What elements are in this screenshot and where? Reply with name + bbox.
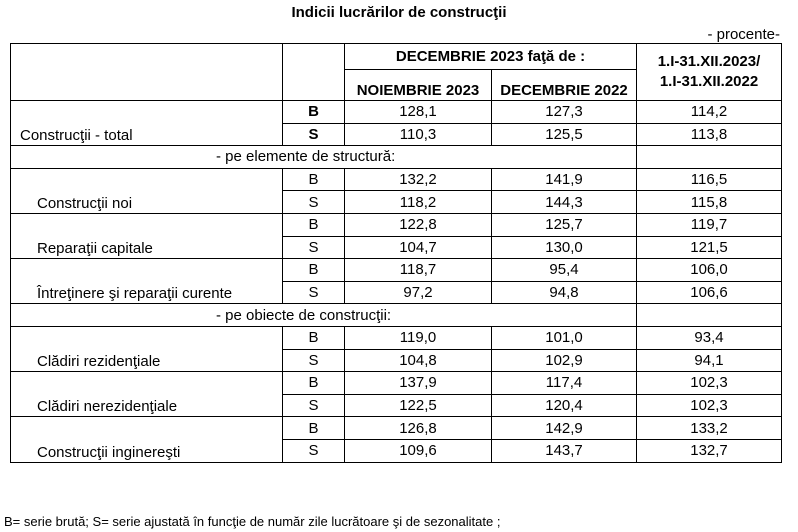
series-flag: S: [283, 394, 345, 417]
value-cell: 94,8: [492, 281, 637, 304]
header-col3-line1: 1.I-31.XII.2023/: [657, 53, 761, 70]
value-cell: 132,2: [345, 168, 492, 191]
value-cell: 118,7: [345, 259, 492, 282]
value-cell: 125,5: [492, 123, 637, 146]
series-flag: B: [283, 326, 345, 349]
table-row: [11, 213, 782, 236]
header-col3-line2: 1.I-31.XII.2022: [659, 73, 759, 90]
value-cell: 116,5: [637, 168, 782, 191]
row-label: Construcţii noi: [11, 168, 283, 213]
value-cell: 127,3: [492, 101, 637, 124]
value-cell: 141,9: [492, 168, 637, 191]
series-flag: S: [283, 439, 345, 462]
value-cell: 117,4: [492, 372, 637, 395]
table-row: [11, 101, 782, 124]
table-title: Indicii lucrărilor de construcţii: [291, 4, 507, 21]
series-flag: S: [283, 349, 345, 372]
value-cell: 106,0: [637, 259, 782, 282]
value-cell: 142,9: [492, 417, 637, 440]
value-cell: 121,5: [637, 236, 782, 259]
series-flag: B: [283, 372, 345, 395]
value-cell: 122,5: [345, 394, 492, 417]
section-heading: - pe elemente de structură:: [11, 146, 637, 169]
value-cell: 93,4: [637, 326, 782, 349]
section-empty-cell: [637, 146, 782, 169]
series-flag: S: [283, 191, 345, 214]
table-row: [11, 326, 782, 349]
value-cell: 109,6: [345, 439, 492, 462]
value-cell: 110,3: [345, 123, 492, 146]
value-cell: 104,7: [345, 236, 492, 259]
table-row: [11, 168, 782, 191]
section-empty-cell: [637, 304, 782, 327]
header-group: DECEMBRIE 2023 faţă de :: [345, 44, 637, 70]
series-flag: B: [283, 259, 345, 282]
value-cell: 143,7: [492, 439, 637, 462]
value-cell: 128,1: [345, 101, 492, 124]
row-label: Construcţii inginereşti: [11, 417, 283, 462]
value-cell: 102,9: [492, 349, 637, 372]
series-flag: B: [283, 417, 345, 440]
value-cell: 120,4: [492, 394, 637, 417]
section-row: [11, 304, 782, 327]
unit-label: - procente-: [707, 26, 780, 43]
row-label: Clădiri nerezidenţiale: [11, 372, 283, 417]
value-cell: 102,3: [637, 394, 782, 417]
section-heading: - pe obiecte de construcţii:: [11, 304, 637, 327]
value-cell: 95,4: [492, 259, 637, 282]
header-empty-label: [11, 44, 283, 101]
value-cell: 133,2: [637, 417, 782, 440]
value-cell: 118,2: [345, 191, 492, 214]
row-label: Întreţinere şi reparaţii curente: [11, 259, 283, 304]
value-cell: 104,8: [345, 349, 492, 372]
value-cell: 97,2: [345, 281, 492, 304]
series-flag: S: [283, 281, 345, 304]
series-flag: S: [283, 123, 345, 146]
value-cell: 119,7: [637, 213, 782, 236]
row-label: Reparaţii capitale: [11, 213, 283, 258]
value-cell: 130,0: [492, 236, 637, 259]
value-cell: 144,3: [492, 191, 637, 214]
row-label: Clădiri rezidenţiale: [11, 326, 283, 371]
series-flag: B: [283, 101, 345, 124]
table-row: [11, 417, 782, 440]
value-cell: 101,0: [492, 326, 637, 349]
row-label: Construcţii - total: [11, 101, 283, 146]
construction-index-table: [10, 43, 782, 463]
series-flag: S: [283, 236, 345, 259]
value-cell: 106,6: [637, 281, 782, 304]
table-body: [11, 44, 782, 463]
value-cell: 114,2: [637, 101, 782, 124]
value-cell: 94,1: [637, 349, 782, 372]
table-row: [11, 259, 782, 282]
header-col3: [637, 44, 782, 101]
series-flag: B: [283, 213, 345, 236]
value-cell: 115,8: [637, 191, 782, 214]
header-col1: NOIEMBRIE 2023: [345, 70, 492, 101]
value-cell: 102,3: [637, 372, 782, 395]
header-col2: DECEMBRIE 2022: [492, 70, 637, 101]
value-cell: 126,8: [345, 417, 492, 440]
value-cell: 119,0: [345, 326, 492, 349]
value-cell: 137,9: [345, 372, 492, 395]
table-row: [11, 372, 782, 395]
value-cell: 113,8: [637, 123, 782, 146]
section-row: [11, 146, 782, 169]
header-row-1: [11, 44, 782, 70]
value-cell: 132,7: [637, 439, 782, 462]
value-cell: 122,8: [345, 213, 492, 236]
footnote: B= serie brută; S= serie ajustată în funcţie de număr zile lucrătoare şi de sezonalitate ;: [4, 514, 501, 529]
value-cell: 125,7: [492, 213, 637, 236]
header-empty-flag: [283, 44, 345, 101]
series-flag: B: [283, 168, 345, 191]
